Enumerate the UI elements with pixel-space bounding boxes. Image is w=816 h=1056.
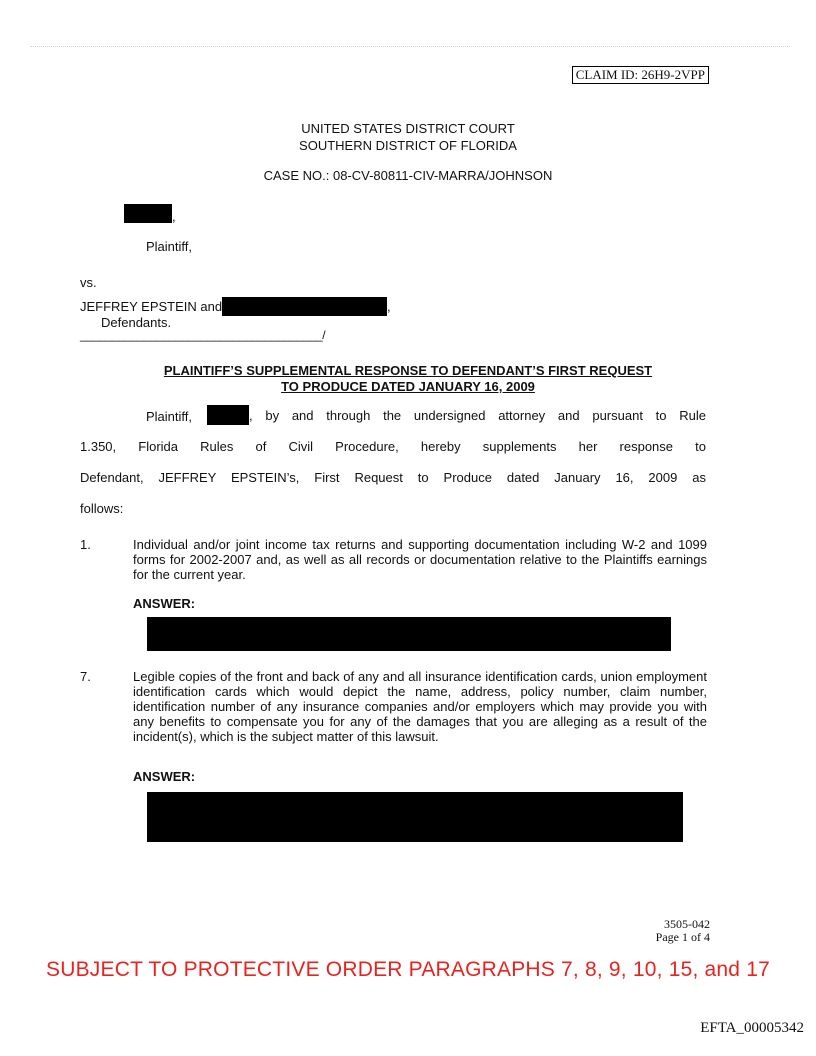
redacted-intro-plaintiff-name: [207, 405, 249, 425]
document-code: 3505-042: [664, 917, 710, 931]
claim-id-box: CLAIM ID: 26H9-2VPP: [572, 66, 709, 84]
caption-rule-line: ______________________________________/: [80, 328, 326, 342]
plaintiff-label: Plaintiff,: [146, 239, 193, 254]
case-number: CASE NO.: 08-CV-80811-CIV-MARRA/JOHNSON: [263, 168, 553, 183]
scan-artifact-line: [30, 46, 790, 47]
request-1-number: 1.: [80, 537, 91, 552]
request-7-number: 7.: [80, 669, 91, 684]
versus-label: vs.: [80, 275, 97, 290]
request-7-text: Legible copies of the front and back of any and all insurance identification cards, union employment identification cards which would depict the name, address, policy number, claim number, identification number of any insurance companies and/or employers which may provide you with any benefits to compensate you for any of the damages that you are alleging as a result of the incident(s), which is the subject matter of this lawsuit.: [133, 669, 707, 744]
intro-line2: 1.350, Florida Rules of Civil Procedure, hereby supplements her response to: [80, 439, 706, 454]
bates-number: EFTA_00005342: [700, 1020, 804, 1036]
redacted-answer-7: [147, 792, 683, 842]
intro-plaintiff-word: Plaintiff,: [146, 409, 193, 424]
request-1-answer-label: ANSWER:: [133, 596, 196, 611]
court-district: SOUTHERN DISTRICT OF FLORIDA: [299, 138, 517, 153]
document-title-line1: PLAINTIFF’S SUPPLEMENTAL RESPONSE TO DEFENDANT’S FIRST REQUEST: [163, 363, 653, 378]
document-title-line2: TO PRODUCE DATED JANUARY 16, 2009: [281, 379, 535, 394]
plaintiff-name-comma: ,: [172, 209, 176, 224]
intro-line1-rest: , by and through the undersigned attorney and pursuant to Rule: [249, 408, 706, 423]
redacted-answer-1: [147, 617, 671, 651]
defendant-name-comma: ,: [387, 299, 391, 314]
redacted-defendant-name: [222, 297, 387, 316]
court-name: UNITED STATES DISTRICT COURT: [301, 121, 515, 136]
request-1-text: Individual and/or joint income tax returns and supporting documentation including W-2 and 1099 forms for 2002-2007 and, as well as all records or documentation relative to the Plaintiffs earnings for the current year.: [133, 537, 707, 582]
request-7-answer-label: ANSWER:: [133, 769, 196, 784]
redacted-plaintiff-name: [124, 204, 172, 223]
page-number: Page 1 of 4: [655, 930, 710, 944]
defendants-label: Defendants.: [101, 315, 172, 330]
protective-order-notice: SUBJECT TO PROTECTIVE ORDER PARAGRAPHS 7, 8, 9, 10, 15, and 17: [46, 958, 770, 981]
defendant-name-prefix: JEFFREY EPSTEIN and: [80, 299, 223, 314]
intro-line4: follows:: [80, 501, 124, 516]
intro-line3: Defendant, JEFFREY EPSTEIN’s, First Request to Produce dated January 16, 2009 as: [80, 470, 706, 485]
